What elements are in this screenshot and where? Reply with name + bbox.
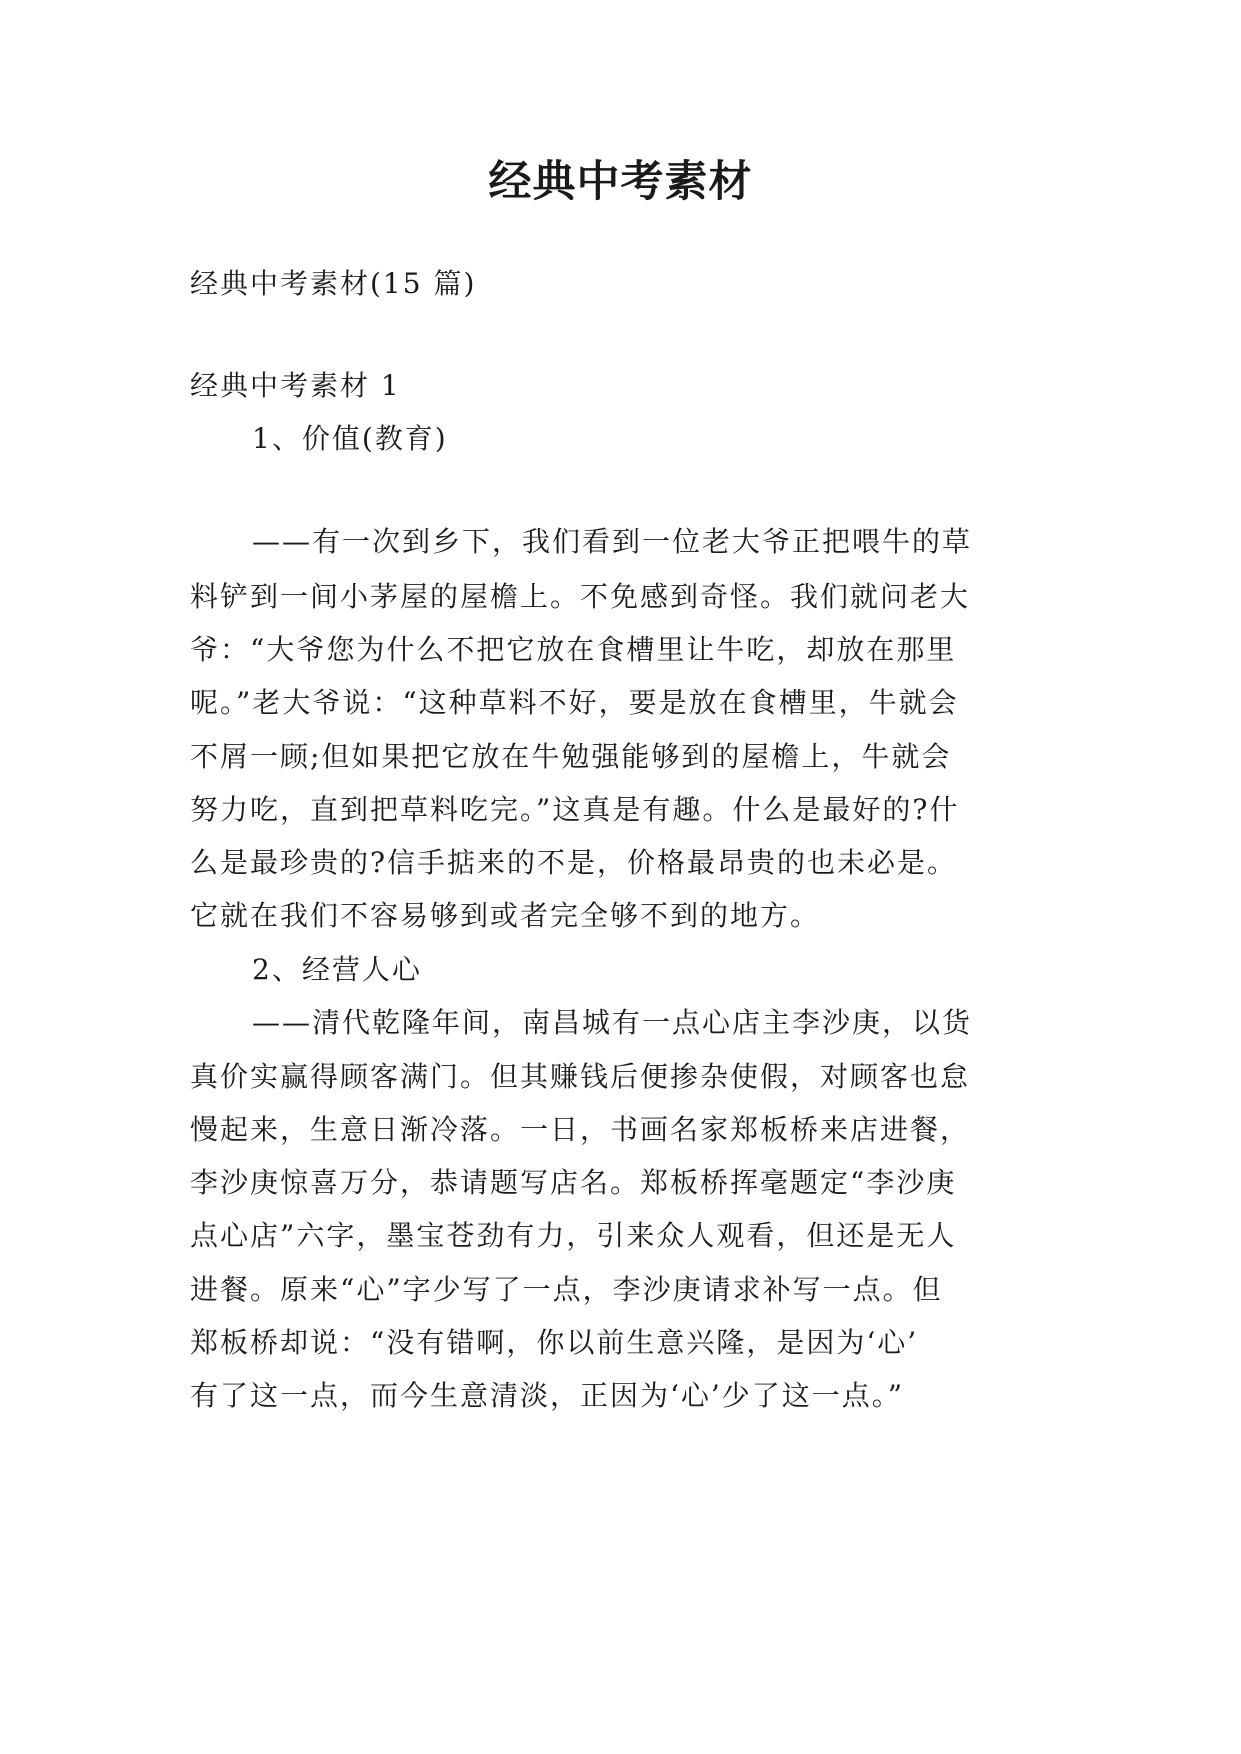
item-heading: 1、价值(教育) <box>252 422 448 455</box>
paragraph-line: 它就在我们不容易够到或者完全够不到的地方。 <box>190 899 821 932</box>
paragraph-line: 呢。”老大爷说：“这种草料不好，要是放在食槽里，牛就会 <box>190 686 959 719</box>
paragraph-line: 不屑一顾;但如果把它放在牛勉强能够到的屋檐上，牛就会 <box>190 740 952 773</box>
paragraph-line: 努力吃，直到把草料吃完。”这真是有趣。什么是最好的?什 <box>190 793 960 826</box>
paragraph-line: 郑板桥却说：“没有错啊，你以前生意兴隆，是因为‘心’ <box>190 1326 919 1359</box>
paragraph-line: 真价实赢得顾客满门。但其赚钱后便掺杂使假，对顾客也怠 <box>190 1060 971 1093</box>
document-title: 经典中考素材 <box>488 157 753 207</box>
paragraph-line: 有了这一点，而今生意清淡，正因为‘心’少了这一点。” <box>190 1379 905 1412</box>
paragraph-line: 点心店”六字，墨宝苍劲有力，引来众人观看，但还是无人 <box>190 1219 957 1252</box>
section-heading: 经典中考素材 1 <box>190 369 401 402</box>
paragraph-line: 慢起来，生意日渐冷落。一日，书画名家郑板桥来店进餐， <box>190 1113 971 1146</box>
paragraph-line: 爷：“大爷您为什么不把它放在食槽里让牛吃，却放在那里 <box>190 633 957 666</box>
paragraph-line: 料铲到一间小茅屋的屋檐上。不免感到奇怪。我们就问老大 <box>190 580 971 613</box>
paragraph-line: 进餐。原来“心”字少写了一点，李沙庚请求补写一点。但 <box>190 1273 943 1306</box>
item-heading: 2、经营人心 <box>252 953 422 986</box>
paragraph-line: ——清代乾隆年间，南昌城有一点心店主李沙庚，以货 <box>252 1006 973 1039</box>
paragraph-line: ——有一次到乡下，我们看到一位老大爷正把喂牛的草 <box>252 525 973 558</box>
paragraph-line: 李沙庚惊喜万分，恭请题写店名。郑板桥挥毫题定“李沙庚 <box>190 1166 957 1199</box>
paragraph-line: 么是最珍贵的?信手掂来的不是，价格最昂贵的也未必是。 <box>190 846 958 879</box>
document-subtitle: 经典中考素材(15 篇) <box>190 267 477 300</box>
